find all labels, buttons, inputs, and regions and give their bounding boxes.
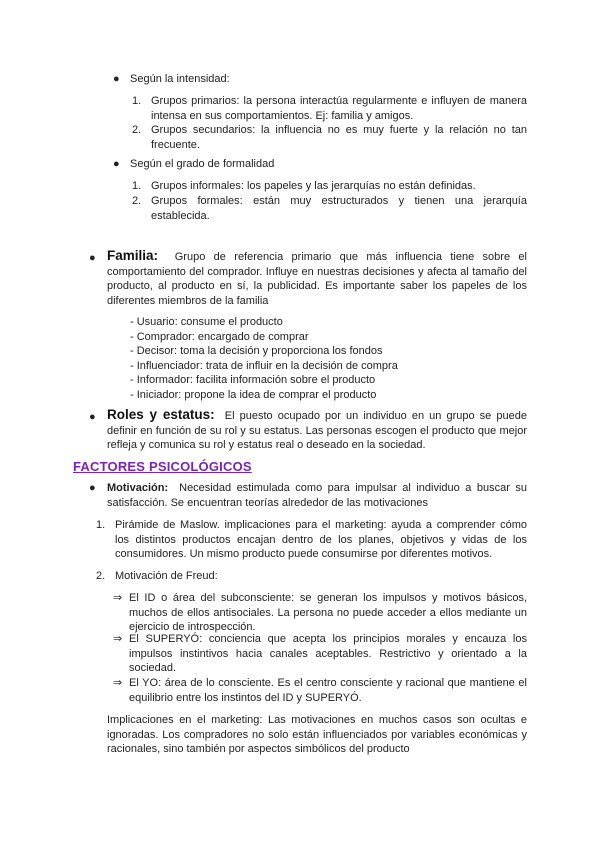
family-role: - Iniciador: propone la idea de comprar el producto	[130, 388, 377, 401]
roles-paragraph	[107, 408, 527, 453]
motivacion-paragraph	[107, 481, 527, 510]
arrow-icon: ⇒	[113, 677, 123, 689]
family-roles-list	[130, 315, 530, 403]
list-item: Grupos formales: están muy estructurados y tienen una jerarquía establecida.	[151, 195, 527, 222]
familia-paragraph	[107, 249, 527, 308]
list-item: Grupos secundarios: la influencia no es muy fuerte y la relación no tan frecuente.	[151, 124, 527, 151]
list-item: Grupos informales: los papeles y las jerarquías no están definidas.	[151, 180, 476, 192]
bullet-dot: ●	[113, 73, 120, 85]
list-number: 1.	[96, 519, 106, 531]
bullet-dot: ●	[89, 252, 96, 264]
freud-item: El YO: área de lo consciente. Es el centro consciente y racional que mantiene el equilibrio entre los instintos del ID y SUPERYÓ.	[129, 677, 527, 704]
bullet-dot: ●	[89, 411, 96, 423]
freud-item: El SUPERYÓ: conciencia que acepta los principios morales y encauza los impulsos instintivos hacia canales aceptables. Restrictivo y orientado a la sociedad.	[129, 633, 527, 675]
formalidad-label: Según el grado de formalidad	[130, 158, 275, 170]
motivacion-text: Necesidad estimulada como para impulsar al individuo a buscar su satisfacción. Se encuentran teorías alrededor de las motivaciones	[107, 482, 527, 509]
roles-title: Roles y estatus:	[107, 407, 215, 422]
list-number: 2.	[132, 195, 142, 207]
list-number: 1.	[132, 95, 142, 107]
familia-text: Grupo de referencia primario que más influencia tiene sobre el comportamiento del comprador. Influye en nuestras decisiones y afecta al tamaño del producto, al producto en sí, la publicidad. Es importante saber los papeles de los diferentes miembros de la familia	[107, 251, 527, 307]
section-heading: FACTORES PSICOLÓGICOS	[73, 459, 252, 474]
roles-text: El puesto ocupado por un individuo en un grupo se puede definir en función de su rol y su estatus. Las personas escogen el producto que mejor refleja y comunica su rol y estatus real o deseado en la sociedad.	[107, 410, 527, 452]
list-number: 1.	[132, 180, 142, 192]
list-item: Grupos primarios: la persona interactúa regularmente e influyen de manera intensa en sus comportamientos. Ej: familia y amigos.	[151, 95, 527, 122]
familia-title: Familia:	[107, 248, 159, 263]
family-role: - Usuario: consume el producto	[130, 316, 283, 328]
list-item: Motivación de Freud:	[115, 570, 218, 582]
implicaciones-paragraph: Implicaciones en el marketing: Las motivaciones en muchos casos son ocultas e ignoradas. Los compradores no solo están influenciados por variables económicas y racionales, sino también por aspectos simbólicos del producto	[107, 714, 527, 756]
family-role: - Influenciador: trata de influir en la decisión de compra	[130, 359, 398, 372]
list-number: 2.	[96, 570, 106, 582]
intensidad-label: Según la intensidad:	[130, 73, 230, 85]
list-item: Pirámide de Maslow. implicaciones para el marketing: ayuda a comprender cómo los distintos productos encajan dentro de los planes, objetivos y vidas de los consumidores. Un mismo producto puede consumirse por diferentes motivos.	[115, 519, 527, 561]
freud-item: El ID o área del subconsciente: se generan los impulsos y motivos básicos, muchos de ellos antisociales. La persona no puede acceder a ellos mediante un ejercicio de introspección.	[129, 592, 527, 634]
bullet-dot: ●	[89, 482, 96, 494]
family-role: - Decisor: toma la decisión y proporciona los fondos	[130, 345, 383, 358]
list-number: 2.	[132, 124, 142, 136]
family-role: - Informador: facilita información sobre el producto	[130, 374, 376, 387]
bullet-dot: ●	[113, 158, 120, 170]
arrow-icon: ⇒	[113, 592, 123, 604]
family-role: - Comprador: encargado de comprar	[130, 330, 309, 343]
arrow-icon: ⇒	[113, 633, 123, 645]
motivacion-title: Motivación:	[107, 482, 169, 494]
